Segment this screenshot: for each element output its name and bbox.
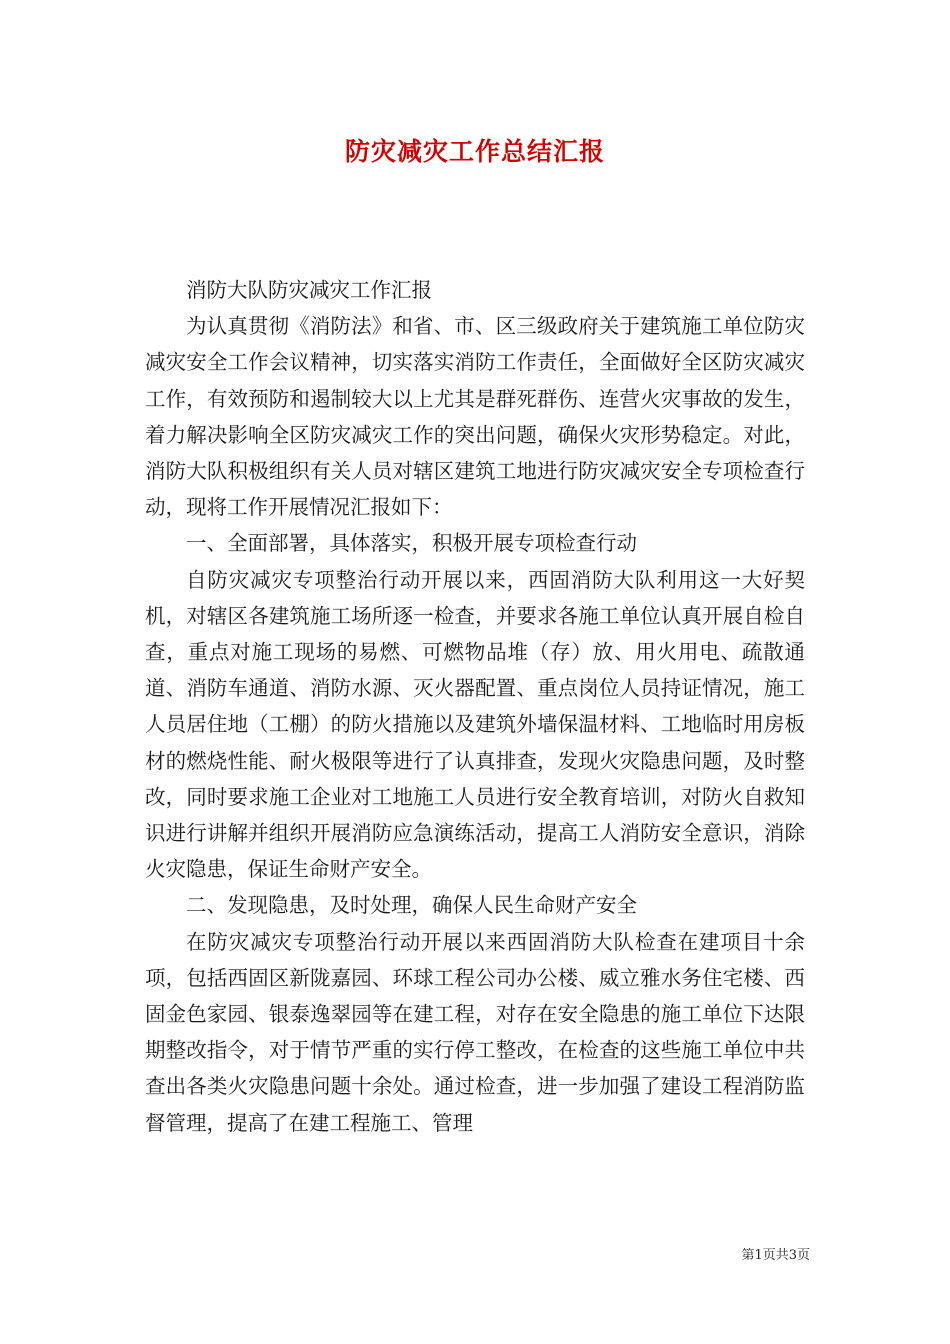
section-heading-1: 一、全面部署，具体落实，积极开展专项检查行动 [186,531,637,556]
section-heading-2: 二、发现隐患，及时处理，确保人民生命财产安全 [186,893,637,918]
section-paragraph-2: 在防灾减灾专项整治行动开展以来西固消防大队检查在建项目十余项，包括西固区新陇嘉园、环球工程公司办公楼、威立雅水务住宅楼、西固金色家园、银泰逸翠园等在建工程，对存在安全隐患的施工单位下达限期整改指令，对于情节严重的实行停工整改，在检查的这些施工单位中共查出各类火灾隐患问题十余处。通过检查，进一步加强了建设工程消防监督管理，提高了在建工程施工、管理 [145,929,805,1135]
report-heading: 消防大队防灾减灾工作汇报 [186,278,432,302]
document-title: 防灾减灾工作总结汇报 [344,137,605,166]
section-paragraph-1: 自防灾减灾专项整治行动开展以来，西固消防大队利用这一大好契机，对辖区各建筑施工场所逐一检查，并要求各施工单位认真开展自检自查，重点对施工现场的易燃、可燃物品堆（存）放、用火用电、疏散通道、消防车通道、消防水源、灭火器配置、重点岗位人员持证情况，施工人员居住地（工棚）的防火措施以及建筑外墙保温材料、工地临时用房板材的燃烧性能、耐火极限等进行了认真排查，发现火灾隐患问题，及时整改，同时要求施工企业对工地施工人员进行安全教育培训，对防火自救知识进行讲解并组织开展消防应急演练活动，提高工人消防安全意识，消除火灾隐患，保证生命财产安全。 [145,567,805,882]
document-body [145,272,805,1141]
page-number: 第1页共3页 [741,1248,810,1263]
intro-paragraph: 为认真贯彻《消防法》和省、市、区三级政府关于建筑施工单位防灾减灾安全工作会议精神，切实落实消防工作责任，全面做好全区防灾减灾工作，有效预防和遏制较大以上尤其是群死群伤、连营火灾事故的发生，着力解决影响全区防灾减灾工作的突出问题，确保火灾形势稳定。对此，消防大队积极组织有关人员对辖区建筑工地进行防灾减灾安全专项检查行动，现将工作开展情况汇报如下： [145,314,805,520]
